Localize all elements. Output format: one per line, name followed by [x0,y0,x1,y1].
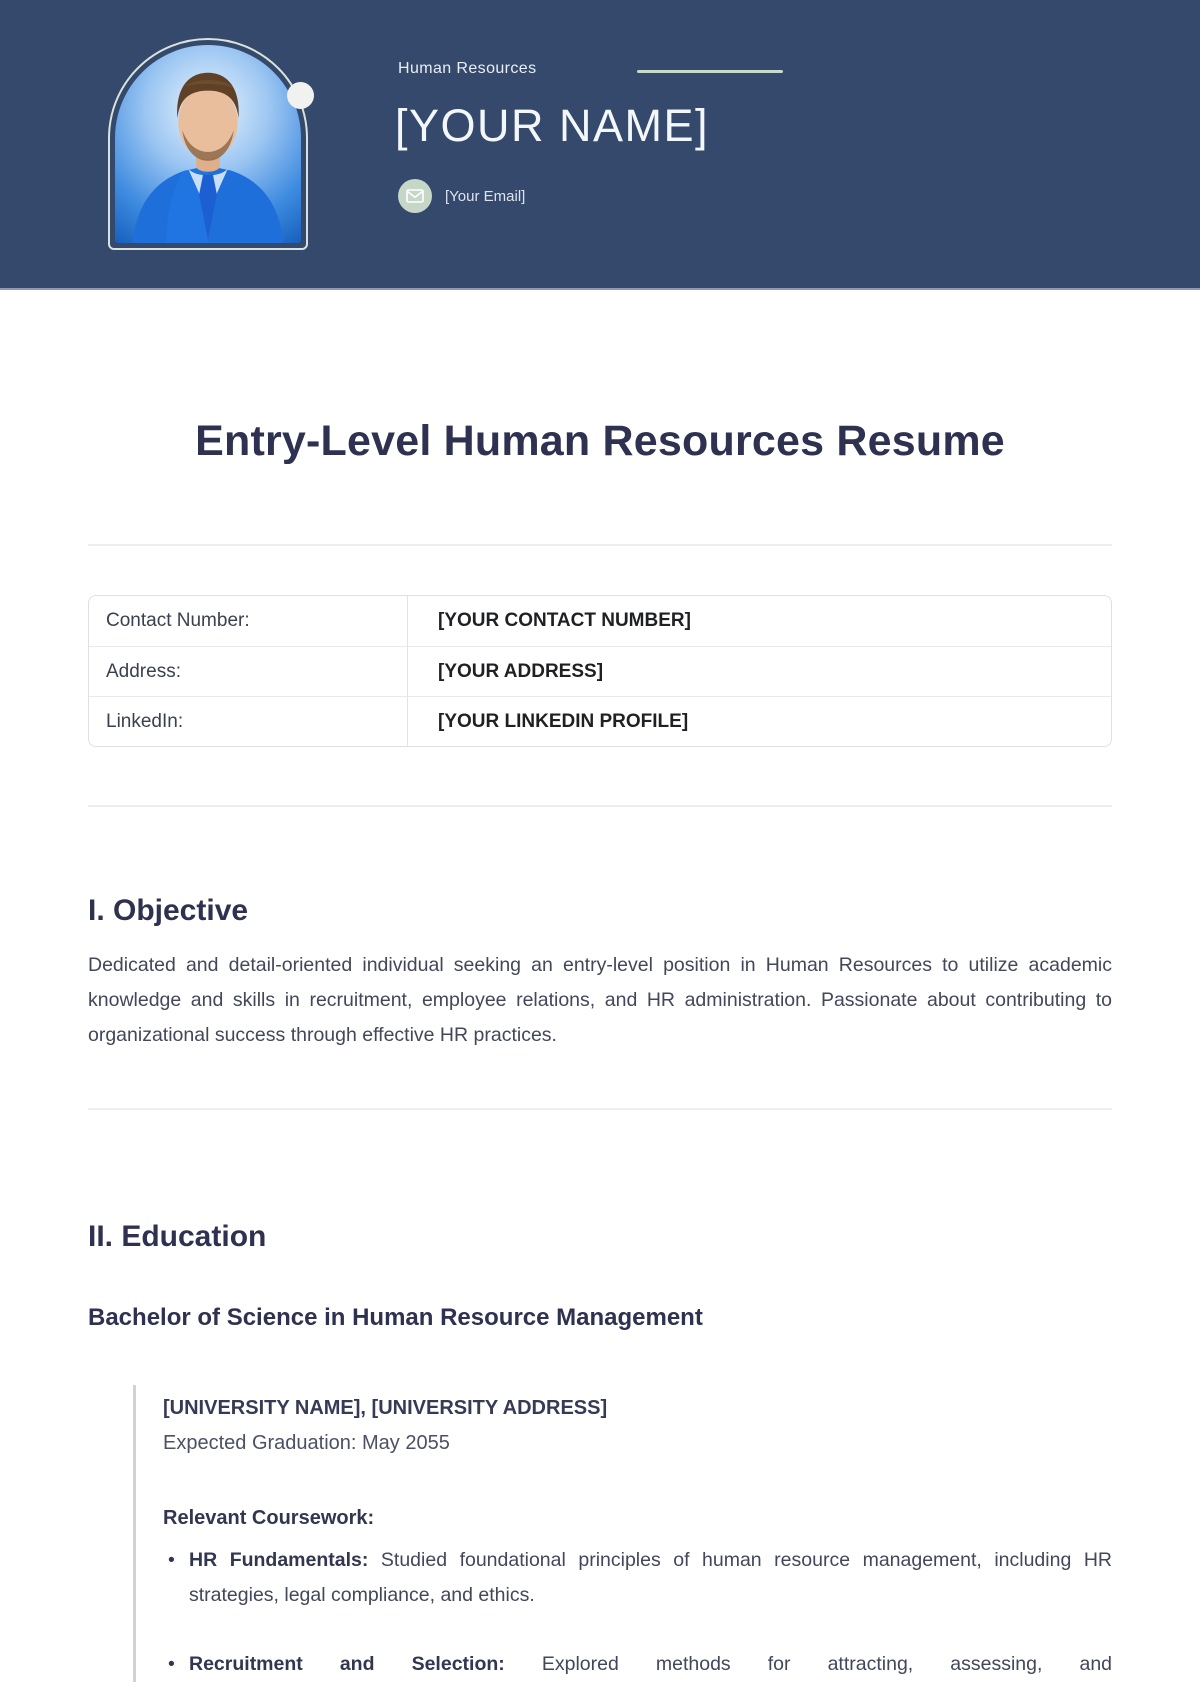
profile-photo-frame [108,38,308,250]
linkedin-label: LinkedIn: [89,697,408,746]
list-item [163,1543,1112,1613]
contact-number-value: [YOUR CONTACT NUMBER] [438,610,691,631]
objective-heading: I. Objective [88,894,249,927]
divider [88,805,1112,807]
list-item [163,1647,1112,1682]
course-description: Studied foundational principles of human resource management, including HR strategies, legal compliance, and ethics. [189,1549,1112,1606]
email-icon [398,179,432,213]
name-title: [YOUR NAME] [395,100,710,151]
objective-paragraph: Dedicated and detail-oriented individual seeking an entry-level position in Human Resources to utilize academic knowledge and skills in recruitment, employee relations, and HR administration. Passionate about contributing to organizational success through effective HR practices. [88,954,1112,1046]
document-body [88,415,1112,1682]
contact-number-label: Contact Number: [89,596,408,646]
degree-title: Bachelor of Science in Human Resource Management [88,1304,703,1331]
email-text: [Your Email] [445,187,526,205]
address-value: [YOUR ADDRESS] [438,660,604,682]
graduation-line: Expected Graduation: May 2055 [163,1432,450,1454]
bullet-icon: • [168,1653,175,1675]
contact-info-table [88,595,1112,747]
header-eyebrow: Human Resources [398,60,537,77]
address-label: Address: [89,647,408,696]
education-details-block [133,1385,1112,1682]
course-title: Recruitment and Selection: [189,1653,505,1675]
course-description: Explored methods for attracting, assessing, and [541,1653,1113,1675]
coursework-label: Relevant Coursework: [163,1507,375,1529]
course-list [163,1543,1112,1682]
email-row [398,179,525,213]
table-row [89,646,1111,696]
divider [88,1108,1112,1110]
table-row [89,696,1111,746]
header [0,0,1200,290]
table-row [89,596,1111,646]
education-heading: II. Education [88,1220,267,1253]
linkedin-value: [YOUR LINKEDIN PROFILE] [438,710,689,732]
person-portrait-illustration [115,45,301,243]
page-title: Entry-Level Human Resources Resume [195,417,1005,465]
course-title: HR Fundamentals: [189,1549,369,1571]
decorative-circle [287,82,314,109]
profile-photo [115,45,301,243]
divider [88,544,1112,546]
header-accent-line [637,70,783,73]
university-line: [UNIVERSITY NAME], [UNIVERSITY ADDRESS] [163,1397,608,1419]
bullet-icon: • [168,1549,175,1571]
